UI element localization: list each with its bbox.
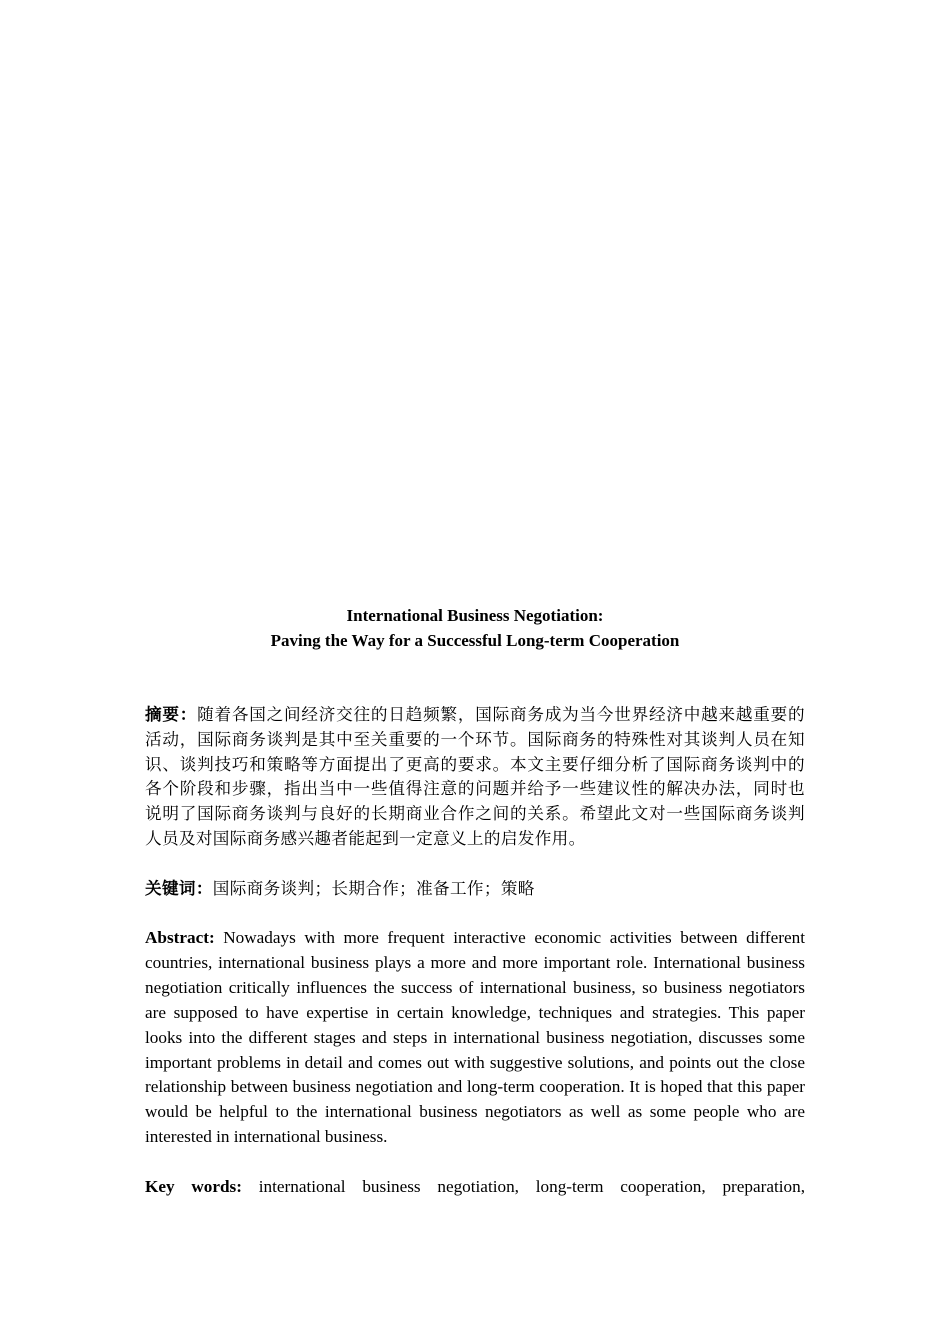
paper-title (0, 603, 950, 653)
english-keywords-label: Key words: (145, 1177, 242, 1196)
english-abstract-label: Abstract: (145, 928, 215, 947)
english-abstract (145, 926, 805, 1150)
title-line-1: International Business Negotiation: (346, 606, 604, 625)
chinese-keywords-text: 国际商务谈判；长期合作；准备工作；策略 (212, 879, 535, 898)
title-line-2: Paving the Way for a Successful Long-term Cooperation (270, 631, 680, 650)
english-keywords (145, 1175, 805, 1200)
chinese-keywords-label: 关键词： (145, 879, 213, 898)
english-abstract-text: Nowadays with more frequent interactive economic activities between different countries, international business plays a more and more important role. International business negotiation critically influences the success of international business, so business negotiators are supposed to have expertise in certain knowledge, techniques and strategies. This paper looks into the different stages and steps in international business negotiation, discusses some important problems in detail and comes out with suggestive solutions, and points out the close relationship between business negotiation and long-term cooperation. It is hoped that this paper would be helpful to the international business negotiators as well as some people who are interested in international business. (145, 928, 805, 1147)
english-keywords-text: international business negotiation, long-term cooperation, preparation, (241, 1177, 805, 1196)
chinese-abstract-text: 随着各国之间经济交往的日趋频繁，国际商务成为当今世界经济中越来越重要的活动，国际商务谈判是其中至关重要的一个环节。国际商务的特殊性对其谈判人员在知识、谈判技巧和策略等方面提出了更高的要求。本文主要仔细分析了国际商务谈判中的各个阶段和步骤，指出当中一些值得注意的问题并给予一些建议性的解决办法，同时也说明了国际商务谈判与良好的长期商业合作之间的关系。希望此文对一些国际商务谈判人员及对国际商务感兴趣者能起到一定意义上的启发作用。 (145, 705, 805, 848)
chinese-abstract-label: 摘要： (145, 705, 198, 724)
chinese-keywords (145, 877, 805, 902)
chinese-abstract (145, 703, 805, 852)
